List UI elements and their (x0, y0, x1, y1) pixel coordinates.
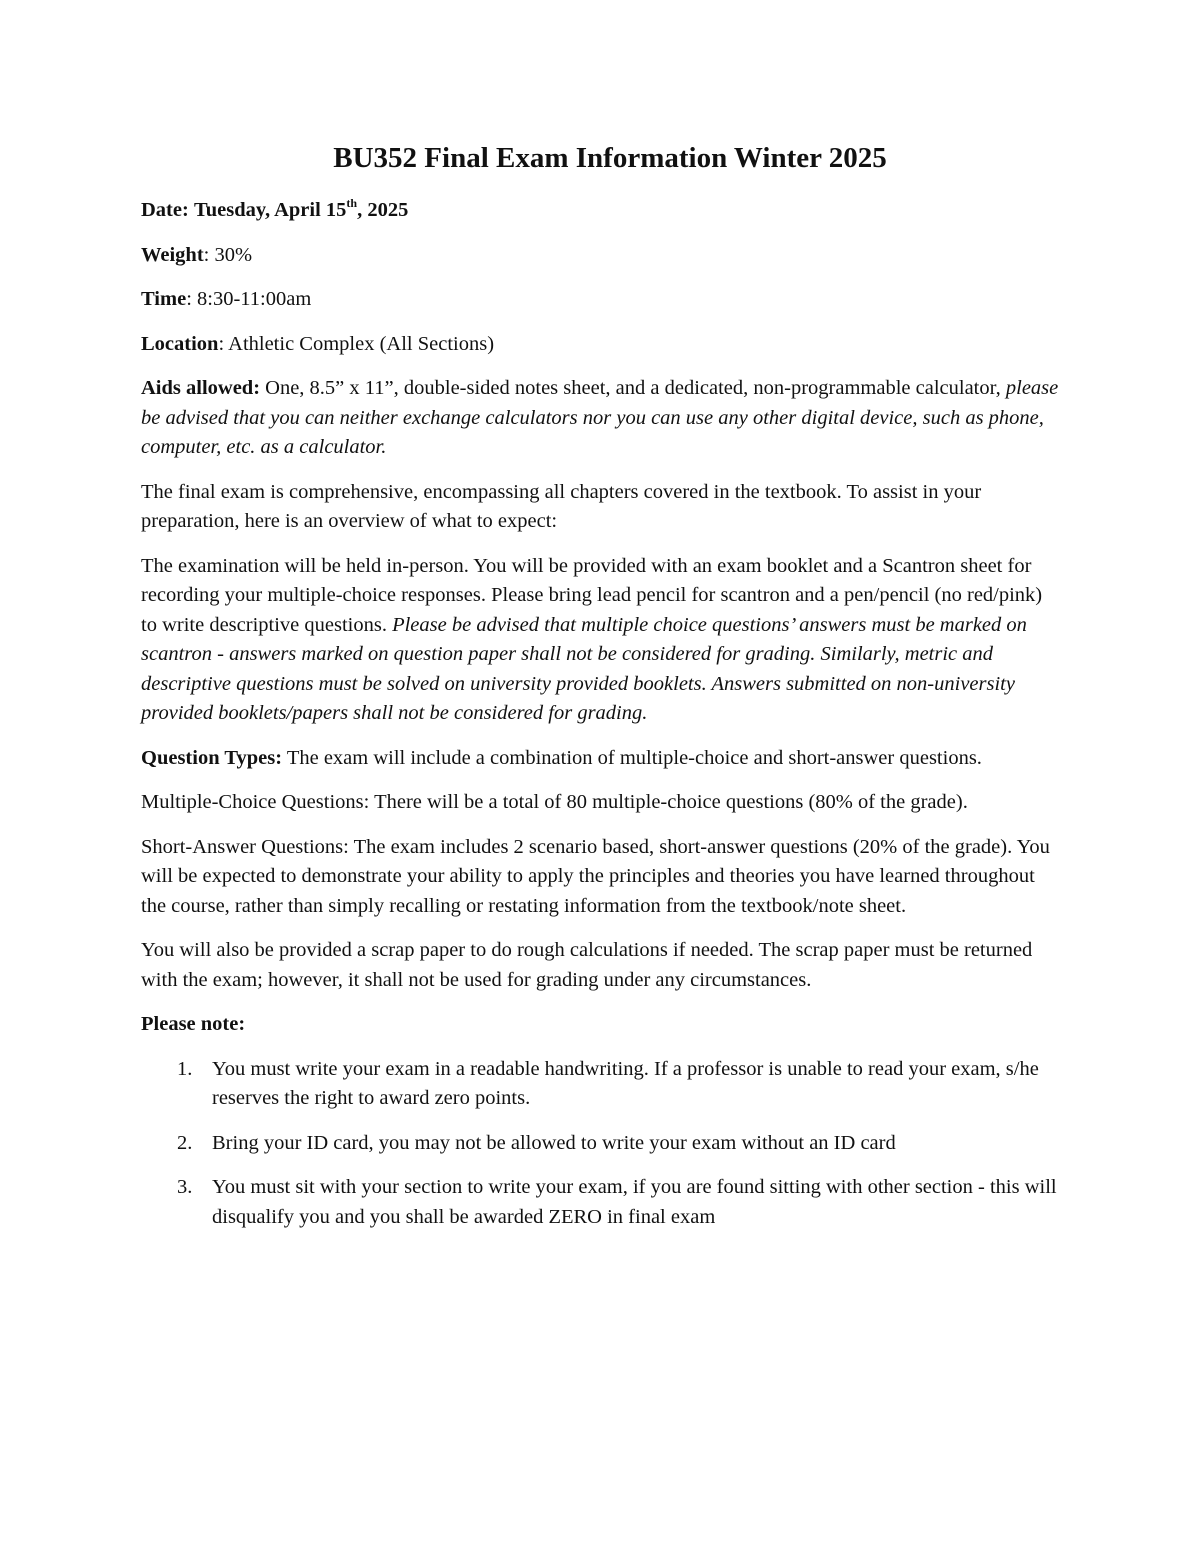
aids-text: One, 8.5” x 11”, double-sided notes sheet, and a dedicated, non-programmable calculator, (260, 377, 1006, 399)
exam-format-paragraph (141, 552, 1061, 729)
page-title: BU352 Final Exam Information Winter 2025 (333, 142, 887, 174)
time-value: : 8:30-11:00am (186, 288, 312, 310)
date-value-main: Tuesday, April 15 (193, 199, 347, 221)
scrap-paper-paragraph: You will also be provided a scrap paper to do rough calculations if needed. The scrap paper must be returned with the exam; however, it shall not be used for grading under any circumstances. (141, 939, 1033, 991)
location-label: Location (141, 332, 219, 355)
weight-label: Weight (141, 243, 204, 266)
list-item-text: You must write your exam in a readable handwriting. If a professor is unable to read your exam, s/he reserves the right to award zero points. (212, 1057, 1039, 1109)
please-note-list (141, 1055, 1061, 1233)
aids-warning: please be advised that you can neither exchange calculators nor you can use any other digital device, such as phone, computer, etc. as a calculator. (141, 377, 1059, 458)
weight-line (141, 241, 1061, 271)
question-types-label: Question Types: (141, 746, 283, 769)
question-types-paragraph (141, 744, 1061, 774)
date-line (141, 196, 1061, 226)
exam-format-warning: Please be advised that multiple choice questions’ answers must be marked on scantron - answers marked on question paper shall not be considered for grading. Similarly, metric and descriptive questions must be solved on university provided booklets. Answers submitted on non-university provided booklets/papers shall not be considered for grading. (141, 613, 1027, 724)
list-item (141, 1173, 1061, 1232)
time-line (141, 285, 1061, 315)
aids-paragraph (141, 374, 1061, 463)
overview-paragraph: The final exam is comprehensive, encompassing all chapters covered in the textbook. To assist in your preparation, here is an overview of what to expect: (141, 480, 982, 532)
short-answer-paragraph: Short-Answer Questions: The exam includes 2 scenario based, short-answer questions (20% of the grade). You will be expected to demonstrate your ability to apply the principles and theories you have learned throughout the course, rather than simply recalling or restating information from the textbook/note sheet. (141, 835, 1050, 917)
exam-format-text: The examination will be held in-person. You will be provided with an exam booklet and a Scantron sheet for recording your multiple-choice responses. Please bring lead pencil for scantron and a pen/pencil (no red/pink) to write descriptive questions. (141, 554, 1043, 636)
aids-label: Aids allowed: (141, 377, 261, 399)
location-line (141, 330, 1061, 360)
date-label: Date: (141, 199, 189, 221)
question-types-text: The exam will include a combination of multiple-choice and short-answer questions. (282, 746, 982, 769)
weight-value: : 30% (203, 243, 253, 266)
please-note-heading: Please note: (141, 1013, 246, 1035)
list-item-number: 2. (177, 1131, 193, 1154)
list-item-number: 1. (177, 1057, 193, 1080)
list-item (141, 1129, 1061, 1159)
time-label: Time (141, 288, 187, 310)
date-value-year: , 2025 (357, 199, 409, 221)
date-value (193, 196, 409, 221)
list-item-text: Bring your ID card, you may not be allowed to write your exam without an ID card (212, 1131, 896, 1154)
date-ordinal-suffix: th (346, 196, 358, 210)
multiple-choice-paragraph: Multiple-Choice Questions: There will be a total of 80 multiple-choice questions (80% of the grade). (141, 791, 968, 813)
location-value: : Athletic Complex (All Sections) (218, 332, 495, 355)
list-item (141, 1055, 1061, 1114)
list-item-text: You must sit with your section to write your exam, if you are found sitting with other section - this will disqualify you and you shall be awarded ZERO in final exam (212, 1176, 1057, 1228)
list-item-number: 3. (177, 1176, 193, 1198)
document-page (141, 140, 1061, 1247)
